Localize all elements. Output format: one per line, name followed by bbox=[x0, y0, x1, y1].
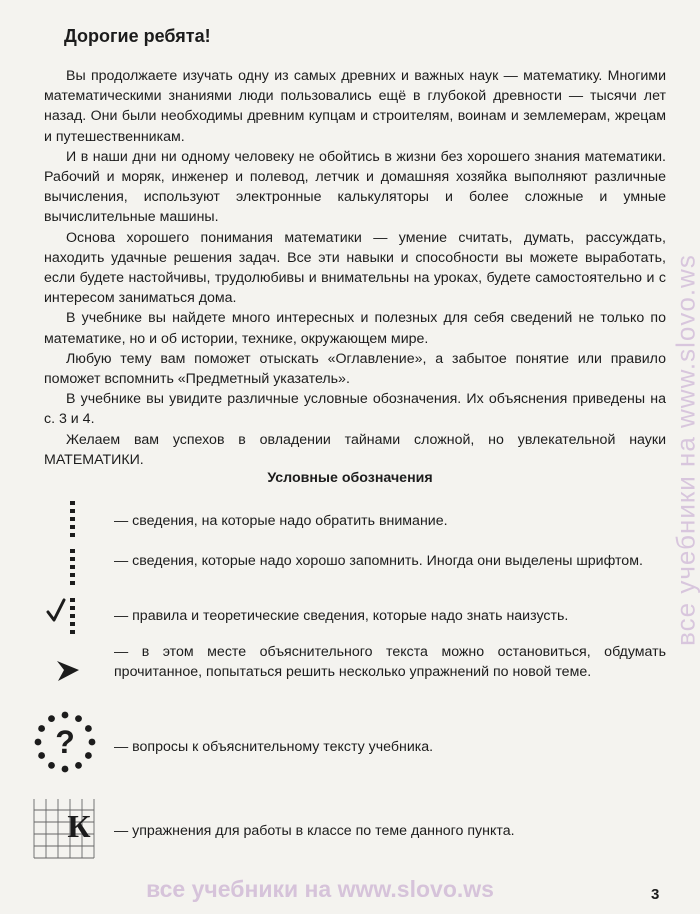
bottom-watermark: все учебники на www.slovo.ws bbox=[146, 876, 494, 902]
svg-text:?: ? bbox=[55, 724, 75, 760]
letter-k-glyph: К bbox=[67, 808, 91, 844]
legend-item-text: — вопросы к объяснительному тексту учебника. bbox=[114, 739, 434, 755]
legend-item-text: — сведения, которые надо хорошо запомнить. Иногда они выделены шрифтом. bbox=[114, 553, 643, 569]
dotted-line-memorize-icon bbox=[60, 548, 90, 590]
page-title: Дорогие ребята! bbox=[64, 26, 211, 46]
question-in-dotted-circle-icon bbox=[30, 708, 100, 778]
intro-paragraph: Основа хорошего понимания математики — умение считать, думать, рассуждать, находить удачные решения задач. Все эти навыки и способности вы можете выработать, если будете настойчивы, трудолюбивы и внимательны на уроках, будете самостоятельно и с интересом заниматься дома. bbox=[44, 229, 666, 307]
legend-item-text: — упражнения для работы в классе по теме данного пункта. bbox=[114, 823, 515, 839]
legend-item-text: — сведения, на которые надо обратить внимание. bbox=[114, 513, 448, 529]
intro-paragraph: Любую тему вам поможет отыскать «Оглавление», а забытое понятие или правило поможет вспомнить «Предметный указатель». bbox=[44, 350, 666, 388]
checkmark-dotted-line-icon bbox=[44, 596, 90, 638]
triangle-pointer-icon bbox=[54, 658, 82, 684]
intro-paragraph: В учебнике вы увидите различные условные обозначения. Их объяснения приведены на с. 3 и 4. bbox=[44, 391, 666, 428]
intro-paragraph: Желаем вам успехов в овладении тайнами сложной, но увлекательной науки МАТЕМАТИКИ. bbox=[44, 431, 666, 468]
intro-paragraph: Вы продолжаете изучать одну из самых древних и важных наук — математику. Многими математическими знаниями люди пользовались ещё в глубокой древности — тысячи лет назад. Они были необходимы древним купцам и строителям, воинам и землемерам, жрецам и путешественникам. bbox=[44, 68, 666, 145]
intro-paragraph: И в наши дни ни одному человеку не обойтись в жизни без хорошего знания математики. Рабочий и моряк, инженер и полевод, летчик и домашняя хозяйка выполняют различные вычисления, используют электронные калькуляторы и более сложные и умные вычислительные машины. bbox=[44, 148, 666, 226]
legend-item-text: — в этом месте объяснительного текста можно остановиться, обдумать прочитанное, попытаться решить несколько упражнений по новой теме. bbox=[114, 644, 666, 681]
page-number: 3 bbox=[651, 886, 660, 903]
legend-item-text: — правила и теоретические сведения, которые надо знать наизусть. bbox=[114, 608, 569, 624]
grid-letter-k-icon bbox=[32, 796, 102, 862]
side-watermark: все учебники на www.slovo.ws bbox=[670, 254, 700, 646]
dotted-line-attention-icon bbox=[60, 500, 90, 540]
intro-paragraph: В учебнике вы найдете много интересных и полезных для себя сведений не только по математике, но и об истории, технике, окружающем мире. bbox=[44, 310, 666, 347]
intro-text bbox=[44, 66, 666, 470]
legend-heading: Условные обозначения bbox=[267, 470, 433, 486]
